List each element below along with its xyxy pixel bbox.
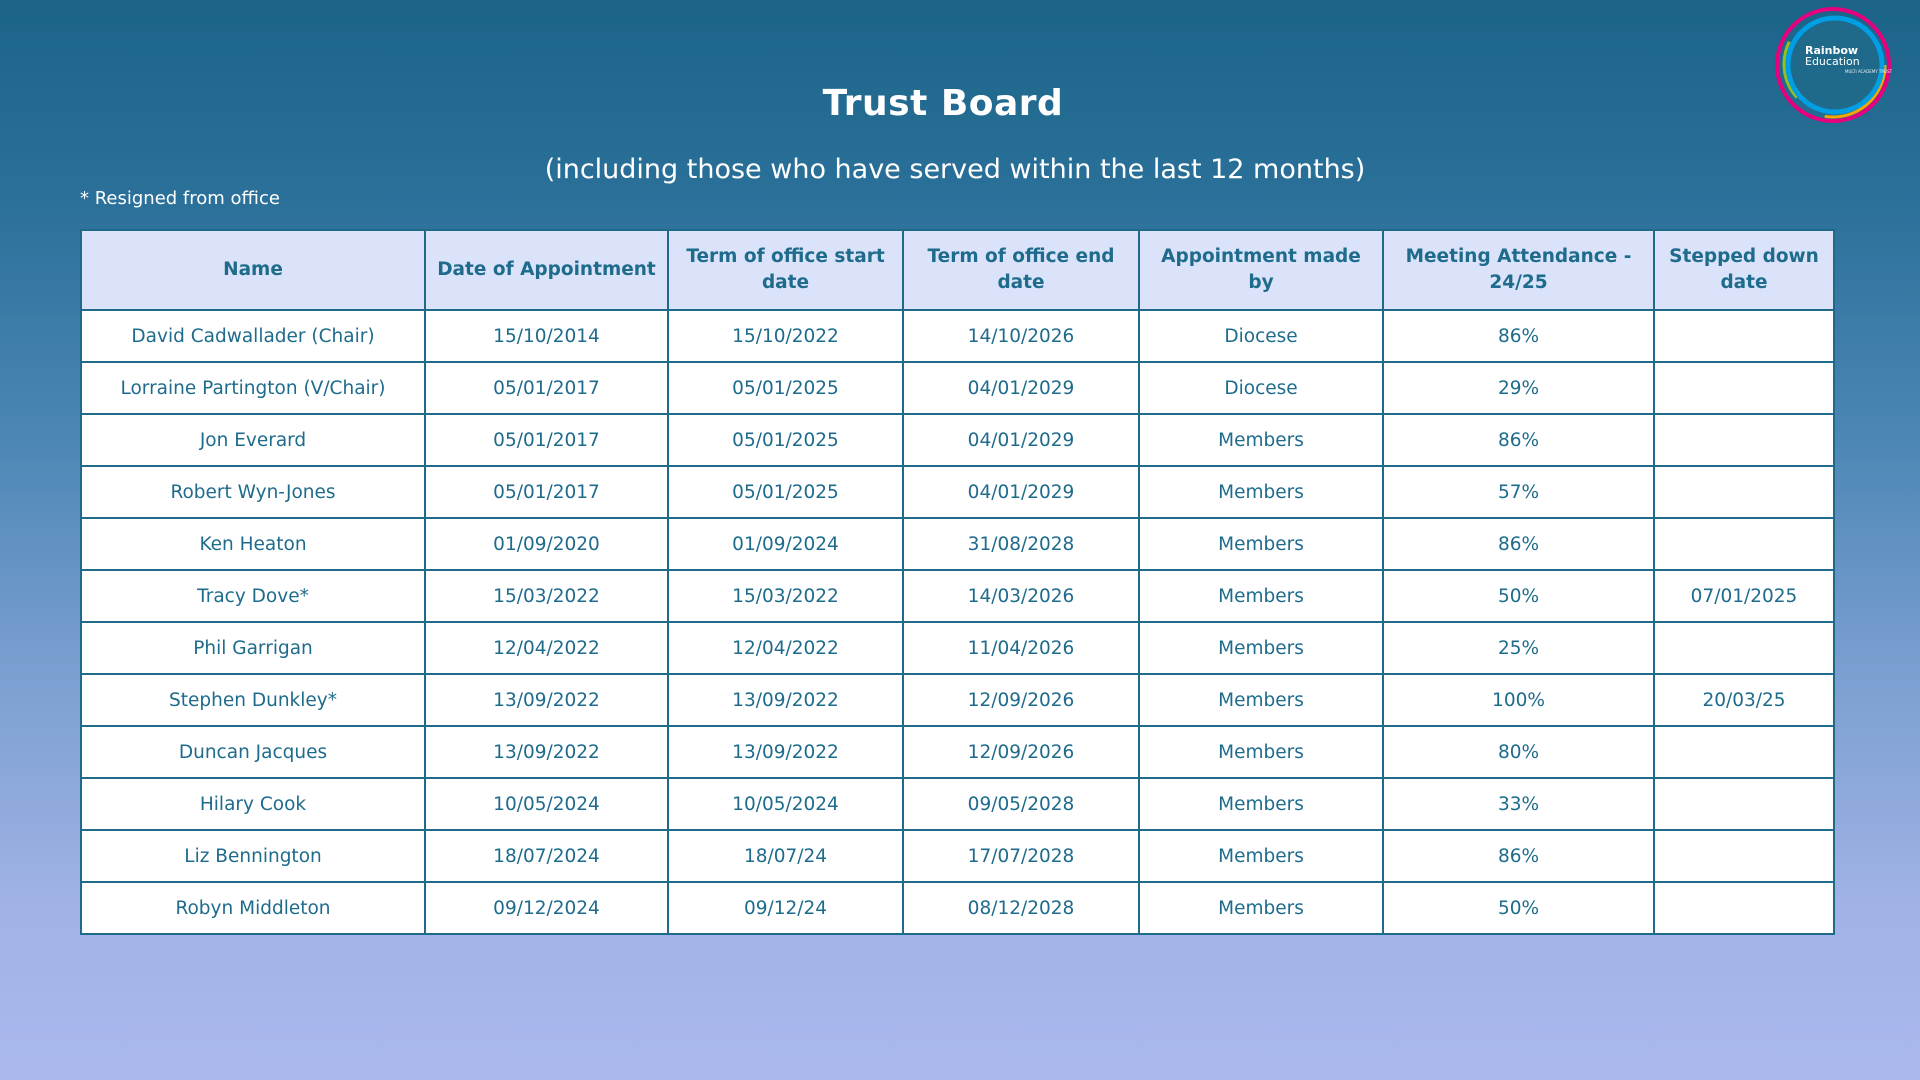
cell-stepped-down-date — [1654, 882, 1834, 934]
cell-appointment-made-by: Members — [1139, 414, 1383, 466]
table-row — [81, 882, 1834, 934]
cell-meeting-attendance: 86% — [1383, 310, 1654, 362]
cell-meeting-attendance: 50% — [1383, 570, 1654, 622]
cell-appointment-made-by: Members — [1139, 570, 1383, 622]
cell-stepped-down-date — [1654, 622, 1834, 674]
cell-term-start: 15/03/2022 — [668, 570, 903, 622]
cell-name: Jon Everard — [81, 414, 425, 466]
column-header-name: Name — [81, 230, 425, 310]
cell-appointment-made-by: Members — [1139, 726, 1383, 778]
cell-date-of-appointment: 18/07/2024 — [425, 830, 668, 882]
cell-name: Robert Wyn-Jones — [81, 466, 425, 518]
cell-meeting-attendance: 50% — [1383, 882, 1654, 934]
cell-stepped-down-date: 07/01/2025 — [1654, 570, 1834, 622]
resigned-note: * Resigned from office — [80, 188, 280, 209]
cell-appointment-made-by: Diocese — [1139, 362, 1383, 414]
cell-term-start: 05/01/2025 — [668, 414, 903, 466]
cell-term-start: 15/10/2022 — [668, 310, 903, 362]
cell-term-start: 01/09/2024 — [668, 518, 903, 570]
cell-term-end: 31/08/2028 — [903, 518, 1139, 570]
cell-date-of-appointment: 15/10/2014 — [425, 310, 668, 362]
table-row — [81, 310, 1834, 362]
cell-name: Duncan Jacques — [81, 726, 425, 778]
table-row — [81, 518, 1834, 570]
cell-name: Ken Heaton — [81, 518, 425, 570]
cell-term-end: 04/01/2029 — [903, 414, 1139, 466]
table-row — [81, 674, 1834, 726]
cell-appointment-made-by: Members — [1139, 882, 1383, 934]
cell-appointment-made-by: Members — [1139, 778, 1383, 830]
cell-date-of-appointment: 01/09/2020 — [425, 518, 668, 570]
cell-stepped-down-date — [1654, 830, 1834, 882]
table-row — [81, 466, 1834, 518]
cell-term-start: 18/07/24 — [668, 830, 903, 882]
cell-meeting-attendance: 80% — [1383, 726, 1654, 778]
table-row — [81, 830, 1834, 882]
cell-name: Robyn Middleton — [81, 882, 425, 934]
cell-stepped-down-date — [1654, 414, 1834, 466]
cell-term-end: 14/10/2026 — [903, 310, 1139, 362]
cell-term-start: 05/01/2025 — [668, 466, 903, 518]
column-header-stepped-down-date: Stepped down date — [1654, 230, 1834, 310]
cell-stepped-down-date — [1654, 310, 1834, 362]
cell-term-start: 13/09/2022 — [668, 726, 903, 778]
cell-name: David Cadwallader (Chair) — [81, 310, 425, 362]
cell-date-of-appointment: 10/05/2024 — [425, 778, 668, 830]
table-row — [81, 726, 1834, 778]
logo-text — [1805, 45, 1892, 74]
cell-term-start: 10/05/2024 — [668, 778, 903, 830]
cell-meeting-attendance: 57% — [1383, 466, 1654, 518]
table-row — [81, 622, 1834, 674]
cell-meeting-attendance: 86% — [1383, 518, 1654, 570]
cell-meeting-attendance: 29% — [1383, 362, 1654, 414]
table-row — [81, 778, 1834, 830]
cell-date-of-appointment: 05/01/2017 — [425, 466, 668, 518]
cell-appointment-made-by: Members — [1139, 466, 1383, 518]
table-row — [81, 414, 1834, 466]
cell-date-of-appointment: 09/12/2024 — [425, 882, 668, 934]
cell-name: Lorraine Partington (V/Chair) — [81, 362, 425, 414]
cell-name: Phil Garrigan — [81, 622, 425, 674]
cell-meeting-attendance: 33% — [1383, 778, 1654, 830]
cell-term-end: 04/01/2029 — [903, 362, 1139, 414]
cell-date-of-appointment: 12/04/2022 — [425, 622, 668, 674]
page-title: Trust Board — [822, 83, 1064, 124]
cell-meeting-attendance: 25% — [1383, 622, 1654, 674]
cell-stepped-down-date — [1654, 466, 1834, 518]
column-header-appointment-made-by: Appointment made by — [1139, 230, 1383, 310]
cell-appointment-made-by: Members — [1139, 622, 1383, 674]
cell-meeting-attendance: 86% — [1383, 414, 1654, 466]
cell-date-of-appointment: 13/09/2022 — [425, 726, 668, 778]
cell-stepped-down-date — [1654, 518, 1834, 570]
cell-term-end: 09/05/2028 — [903, 778, 1139, 830]
cell-name: Stephen Dunkley* — [81, 674, 425, 726]
cell-stepped-down-date — [1654, 726, 1834, 778]
column-header-date-of-appointment: Date of Appointment — [425, 230, 668, 310]
cell-date-of-appointment: 05/01/2017 — [425, 362, 668, 414]
cell-date-of-appointment: 05/01/2017 — [425, 414, 668, 466]
cell-term-start: 12/04/2022 — [668, 622, 903, 674]
table-row — [81, 362, 1834, 414]
cell-term-end: 17/07/2028 — [903, 830, 1139, 882]
cell-term-start: 05/01/2025 — [668, 362, 903, 414]
cell-term-end: 08/12/2028 — [903, 882, 1139, 934]
table-header-row — [81, 230, 1834, 310]
cell-term-start: 09/12/24 — [668, 882, 903, 934]
cell-term-end: 04/01/2029 — [903, 466, 1139, 518]
cell-meeting-attendance: 86% — [1383, 830, 1654, 882]
cell-term-end: 12/09/2026 — [903, 726, 1139, 778]
page-subtitle: (including those who have served within the last 12 months) — [544, 154, 1366, 185]
cell-appointment-made-by: Diocese — [1139, 310, 1383, 362]
cell-name: Hilary Cook — [81, 778, 425, 830]
cell-term-end: 12/09/2026 — [903, 674, 1139, 726]
cell-stepped-down-date — [1654, 778, 1834, 830]
cell-term-start: 13/09/2022 — [668, 674, 903, 726]
logo-line-1: Rainbow — [1805, 44, 1859, 57]
cell-term-end: 14/03/2026 — [903, 570, 1139, 622]
trust-board-table — [80, 229, 1835, 935]
logo-line-3: MULTI ACADEMY TRUST — [1845, 69, 1893, 74]
cell-appointment-made-by: Members — [1139, 674, 1383, 726]
cell-stepped-down-date: 20/03/25 — [1654, 674, 1834, 726]
column-header-term-end: Term of office end date — [903, 230, 1139, 310]
column-header-term-start: Term of office start date — [668, 230, 903, 310]
cell-name: Tracy Dove* — [81, 570, 425, 622]
logo-line-2: Education — [1805, 55, 1860, 68]
cell-stepped-down-date — [1654, 362, 1834, 414]
cell-appointment-made-by: Members — [1139, 518, 1383, 570]
cell-meeting-attendance: 100% — [1383, 674, 1654, 726]
cell-date-of-appointment: 15/03/2022 — [425, 570, 668, 622]
cell-name: Liz Bennington — [81, 830, 425, 882]
cell-term-end: 11/04/2026 — [903, 622, 1139, 674]
cell-appointment-made-by: Members — [1139, 830, 1383, 882]
table-row — [81, 570, 1834, 622]
cell-date-of-appointment: 13/09/2022 — [425, 674, 668, 726]
column-header-meeting-attendance: Meeting Attendance - 24/25 — [1383, 230, 1654, 310]
